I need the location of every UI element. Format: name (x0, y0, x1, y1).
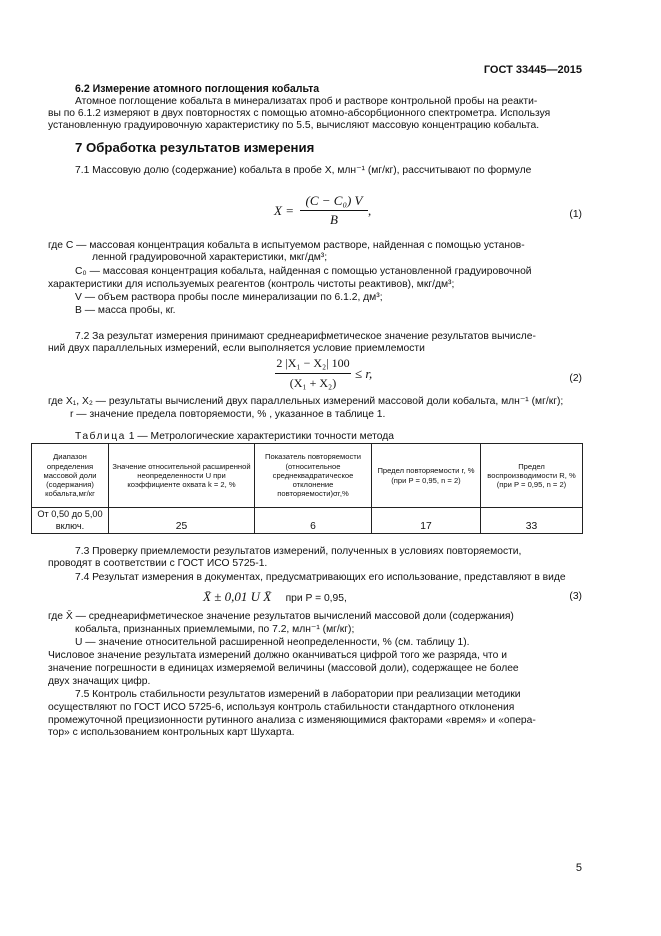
formula-number: (1) (569, 209, 582, 220)
text-line: 7.3 Проверку приемлемости результатов измерений, полученных в условиях повторяемости, (75, 546, 522, 557)
text-line: r — значение предела повторяемости, % , указанное в таблице 1. (70, 409, 386, 420)
text-line: 7.4 Результат измерения в документах, предусматривающих его использование, представляют в виде (75, 572, 566, 583)
table-caption-prefix: Таблица (75, 431, 126, 442)
formula-3 (203, 588, 347, 606)
formula-condition: при P = 0,95, (285, 593, 347, 604)
formula-expression: X̄ ± 0,01 U X̄ (203, 589, 272, 604)
formula-numerator: (C − C₀) V (305, 193, 363, 208)
formula-2 (275, 356, 385, 394)
text-line: значение погрешности в единицах измеряемой величины (массовой доли), содержащее не более (48, 663, 519, 674)
text-line: C₀ — массовая концентрация кобальта, найденная с помощью установленной градуировочной (75, 266, 532, 277)
table-cell: 33 (481, 508, 583, 534)
text-line: V — объем раствора пробы после минерализации по 6.1.2, дм³; (75, 292, 383, 303)
text-line: ний двух параллельных измерений, если выполняется условие приемлемости (48, 343, 425, 354)
text-line: 7.2 За результат измерения принимают среднеарифметическое значение результатов вычисле- (75, 331, 536, 342)
formula-lhs: X = (274, 203, 294, 218)
text-line: осуществляют по ГОСТ ИСО 5725-6, используя контроль стабильности стандартного отклонения (48, 702, 515, 713)
table-header-cell: Предел повторяемости r, % (при P = 0,95, n = 2) (372, 444, 481, 508)
formula-1 (274, 193, 384, 229)
document-code: ГОСТ 33445—2015 (483, 64, 582, 76)
formula-numerator: 2 |X₁ − X₂| 100 (276, 356, 350, 370)
text-line: кобальта, признанных приемлемыми, по 7.2, млн⁻¹ (мг/кг); (75, 624, 355, 635)
table-cell: 25 (109, 508, 255, 534)
text-line: тор» с использованием контрольных карт Шухарта. (48, 727, 295, 738)
table-header-cell: Диапазон определения массовой доли (содержания) кобальта,мг/кг (32, 444, 109, 508)
text-line: характеристики для используемых реагентов (контроль чистоты реактивов), мкг/дм³; (48, 279, 455, 290)
text-line: где X̄ — среднеарифметическое значение результатов вычислений массовой доли (содержания) (48, 611, 514, 622)
table-header-cell: Показатель повторяемости (относительное среднеквадратическое отклонение повторяемости)σr,% (255, 444, 372, 508)
text-line: Числовое значение результата измерений должно оканчиваться цифрой того же разряда, что и (48, 650, 507, 661)
table-header-cell: Предел воспроизводимости R, % (при P = 0,95, n = 2) (481, 444, 583, 508)
table-cell: 17 (372, 508, 481, 534)
table-cell: От 0,50 до 5,00 включ. (32, 508, 109, 534)
fraction-bar (300, 210, 368, 211)
text-line: проводят в соответствии с ГОСТ ИСО 5725-1. (48, 558, 268, 569)
fraction-bar (275, 373, 351, 374)
section-7-title: 7 Обработка результатов измерения (75, 140, 315, 155)
table-header-row (32, 444, 583, 508)
formula-tail: ≤ r, (355, 366, 373, 381)
text-line: где X₁, X₂ — результаты вычислений двух параллельных измерений массовой доли кобальта, млн⁻¹ (мг/кг); (48, 396, 564, 407)
table-row (32, 508, 583, 534)
text-line: установленную градуировочную характеристику по 5.5, вычисляют массовую концентрацию кобальта. (48, 120, 540, 131)
table-header-cell: Значение относительной расширенной неопределенности U при коэффициенте охвата k = 2, % (109, 444, 255, 508)
table-caption (75, 431, 394, 444)
text-line: двух значащих цифр. (48, 676, 151, 687)
text-line: промежуточной прецизионности рутинного анализа с изменяющимися факторами «время» и «опера- (48, 715, 536, 726)
table-caption-text: 1 — Метрологические характеристики точности метода (128, 431, 394, 442)
text-line: U — значение относительной расширенной неопределенности, % (см. таблицу 1). (75, 637, 470, 648)
text-line: ленной градуировочной характеристики, мкг/дм³; (92, 252, 328, 263)
text-line: 7.1 Массовую долю (содержание) кобальта в пробе X, млн⁻¹ (мг/кг), рассчитывают по формуле (75, 165, 532, 176)
formula-denominator: (X₁ + X₂) (289, 376, 337, 390)
metrology-table (31, 443, 583, 534)
section-6-2-title: 6.2 Измерение атомного поглощения кобальта (75, 83, 320, 95)
text-line: B — масса пробы, кг. (75, 305, 176, 316)
text-line: 7.5 Контроль стабильности результатов измерений в лаборатории при реализации методики (75, 689, 521, 700)
text-line: Атомное поглощение кобальта в минерализатах проб и растворе контрольной пробы на реакти- (75, 96, 538, 107)
formula-number: (3) (569, 591, 582, 602)
formula-tail: , (368, 203, 372, 218)
text-line: вы по 6.1.2 измеряют в двух повторностях с помощью атомно-абсорбционного спектрометра. Используя (48, 108, 551, 119)
formula-number: (2) (569, 373, 582, 384)
formula-denominator: B (330, 212, 338, 227)
table-cell: 6 (255, 508, 372, 534)
page-number: 5 (575, 862, 582, 874)
text-line: где C — массовая концентрация кобальта в испытуемом растворе, найденная с помощью установ- (48, 240, 525, 251)
